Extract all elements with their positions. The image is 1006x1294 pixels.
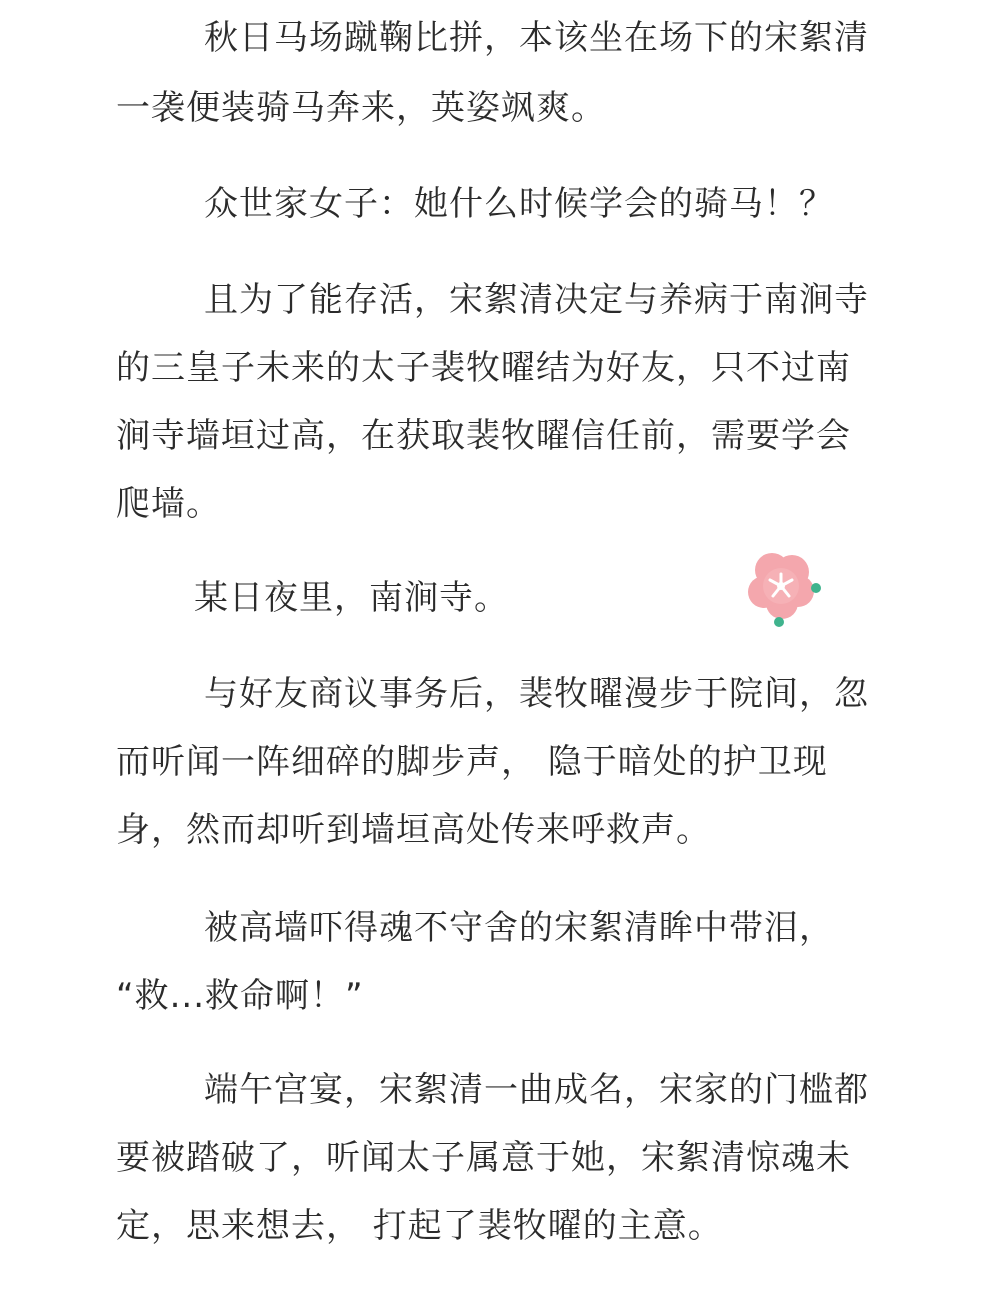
paragraph-7-line-2: 要被踏破了，听闻太子属意于她，宋絮清惊魂未 [116, 1138, 851, 1178]
paragraph-3-line-1: 且为了能存活，宋絮清决定与养病于南涧寺 [204, 280, 869, 320]
paragraph-1-line-1: 秋日马场蹴鞠比拼，本该坐在场下的宋絮清 [204, 18, 869, 58]
paragraph-4-line-1: 某日夜里，南涧寺。 [194, 578, 509, 618]
paragraph-3-line-3: 涧寺墙垣过高，在获取裴牧曜信任前，需要学会 [116, 416, 851, 456]
paragraph-5-line-3: 身，然而却听到墙垣高处传来呼救声。 [116, 810, 711, 850]
paragraph-5-line-2: 而听闻一阵细碎的脚步声， 隐于暗处的护卫现 [116, 742, 828, 782]
paragraph-7-line-3: 定，思来想去， 打起了裴牧曜的主意。 [116, 1206, 723, 1246]
paragraph-6-line-2: “救...救命啊！” [116, 976, 364, 1016]
paragraph-7-line-1: 端午宫宴，宋絮清一曲成名，宋家的门槛都 [204, 1070, 869, 1110]
paragraph-1-line-2: 一袭便装骑马奔来，英姿飒爽。 [116, 88, 606, 128]
paragraph-3-line-2: 的三皇子未来的太子裴牧曜结为好友，只不过南 [116, 348, 851, 388]
paragraph-5-line-1: 与好友商议事务后，裴牧曜漫步于院间，忽 [204, 674, 869, 714]
paragraph-3-line-4: 爬墙。 [116, 484, 221, 524]
paragraph-2-line-1: 众世家女子：她什么时候学会的骑马！？ [204, 184, 834, 224]
plum-blossom-icon [740, 546, 826, 628]
paragraph-6-line-1: 被高墙吓得魂不守舍的宋絮清眸中带泪， [204, 908, 834, 948]
